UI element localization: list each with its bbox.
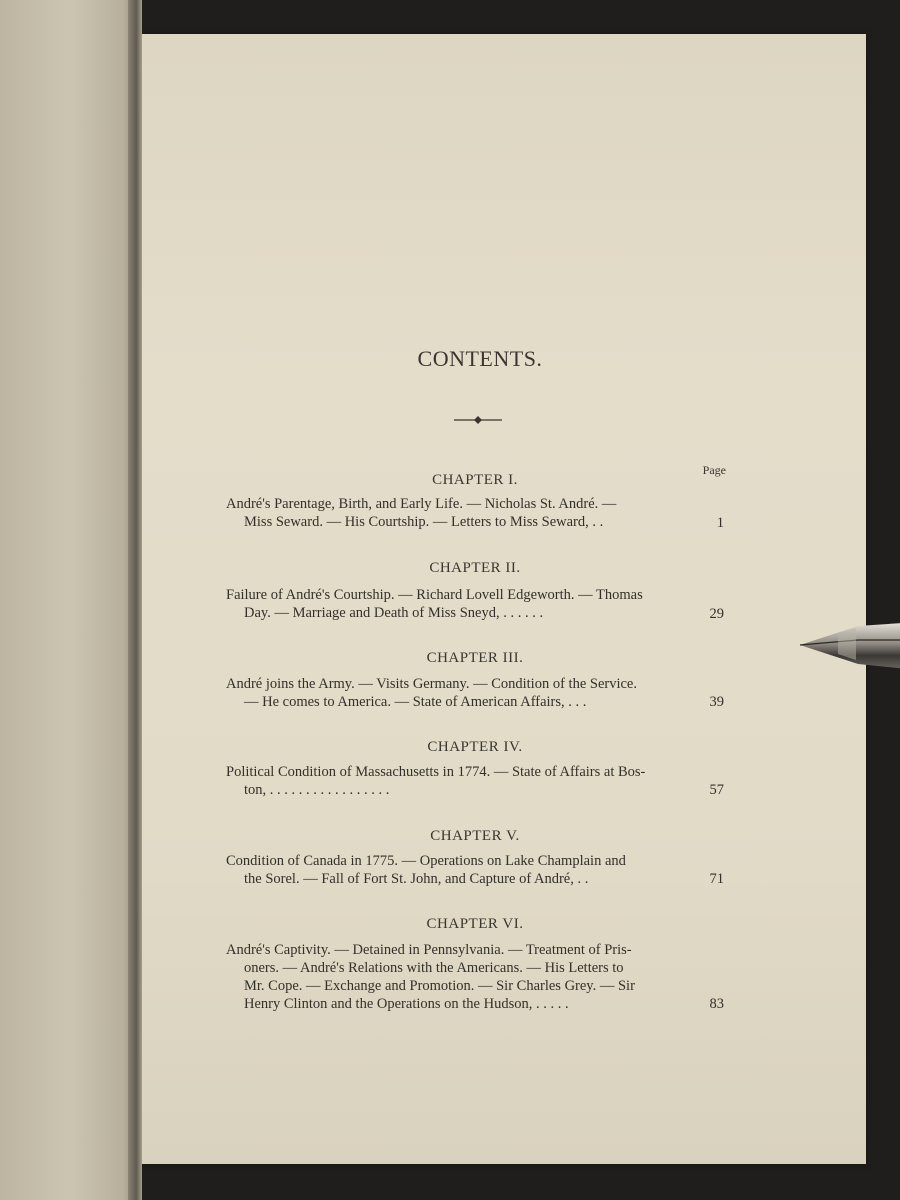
entry-line: ton, . . . . . . . . . . . . . . . . . [244, 782, 390, 798]
chapter-entry [226, 763, 696, 799]
chapter-entry [226, 852, 696, 888]
chapter-heading: CHAPTER II. [429, 560, 521, 576]
entry-line: Miss Seward. — His Courtship. — Letters to Miss Seward, . . [244, 514, 604, 530]
page-number: 71 [709, 871, 724, 887]
entry-line: Day. — Marriage and Death of Miss Sneyd, . . . . . . [244, 605, 544, 621]
chapter-entry [226, 941, 696, 1013]
entry-line: — He comes to America. — State of American Affairs, . . . [244, 694, 587, 710]
chapter-heading: CHAPTER VI. [426, 916, 524, 932]
page-title: CONTENTS. [417, 346, 543, 371]
ornament-divider-icon [452, 413, 504, 427]
chapter-entry [226, 495, 696, 531]
chapter-heading: CHAPTER I. [432, 472, 518, 488]
chapter-heading: CHAPTER III. [426, 650, 524, 666]
page-number: 39 [709, 694, 724, 710]
entry-line: Henry Clinton and the Operations on the Hudson, . . . . . [244, 996, 569, 1012]
entry-line: André's Parentage, Birth, and Early Life. — Nicholas St. André. — [226, 496, 617, 512]
entry-line: oners. — André's Relations with the Americans. — His Letters to [244, 960, 624, 976]
page-number: 83 [709, 996, 724, 1012]
entry-line: Condition of Canada in 1775. — Operations on Lake Champlain and [226, 853, 626, 869]
entry-line: Mr. Cope. — Exchange and Promotion. — Sir Charles Grey. — Sir [244, 978, 635, 994]
entry-line: Failure of André's Courtship. — Richard Lovell Edgeworth. — Thomas [226, 587, 643, 603]
chapter-entry [226, 675, 696, 711]
chapter-heading: CHAPTER V. [430, 828, 520, 844]
chapter-entry [226, 586, 696, 622]
entry-line: André's Captivity. — Detained in Pennsylvania. — Treatment of Pris- [226, 942, 632, 958]
entry-line: André joins the Army. — Visits Germany. — Condition of the Service. [226, 676, 637, 692]
page-number: 57 [709, 782, 724, 798]
chapter-heading: CHAPTER IV. [427, 739, 523, 755]
entry-line: Political Condition of Massachusetts in 1774. — State of Affairs at Bos- [226, 764, 646, 780]
page-column-label: Page [702, 463, 726, 477]
page-number: 1 [716, 515, 724, 531]
entry-line: the Sorel. — Fall of Fort St. John, and Capture of André, . . [244, 871, 589, 887]
page-number: 29 [709, 606, 724, 622]
